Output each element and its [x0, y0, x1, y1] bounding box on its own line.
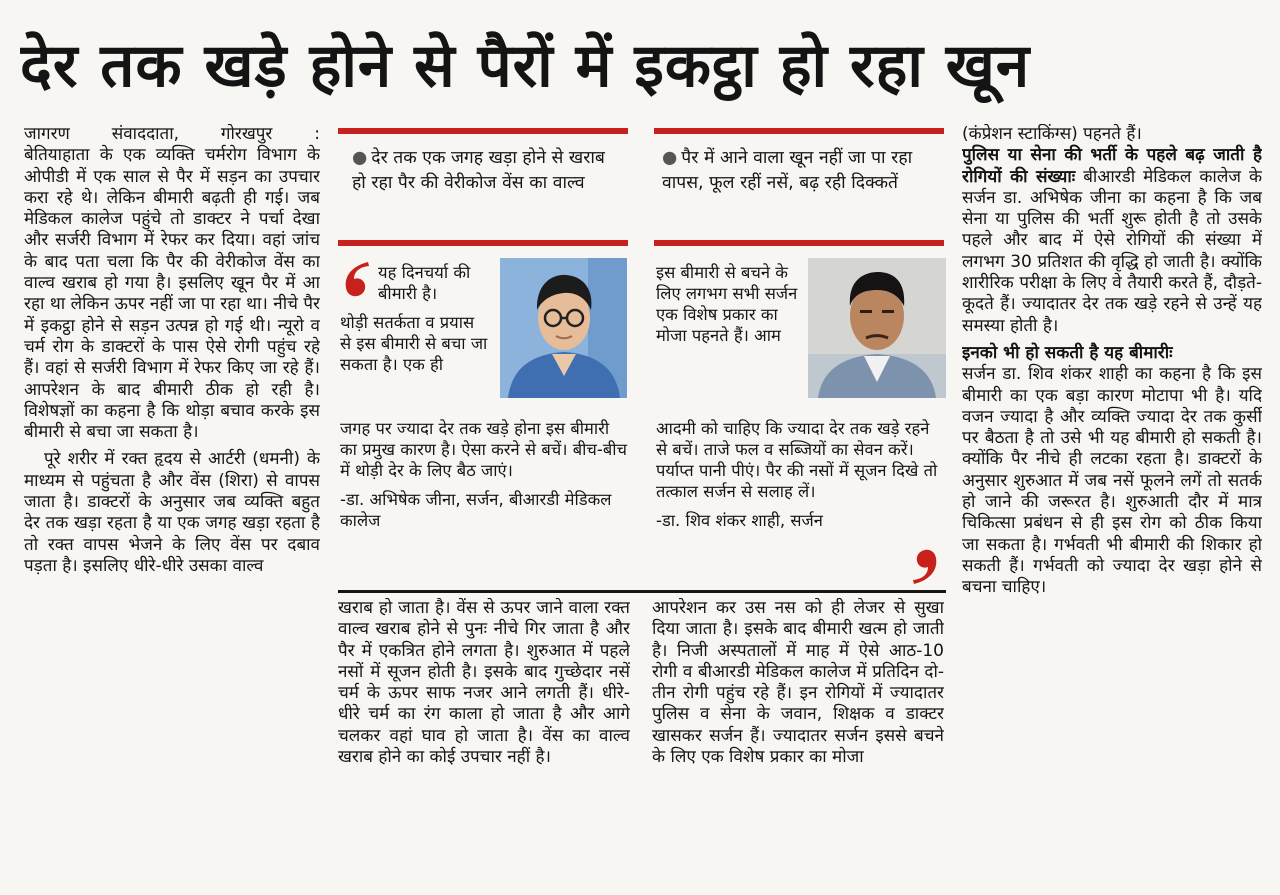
quote-right-side: इस बीमारी से बचने के लिए लगभग सभी सर्जन एक विशेष प्रकार का मोजा पहनते हैं। आम — [656, 263, 798, 345]
column-1-paragraph-2: पूरे शरीर में रक्त हृदय से आर्टरी (धमनी) के माध्यम से पहुंचता है और वेंस (शिरा) से वापस जाता है। डाक्टरों के अनुसार जब व्यक्ति बहुत देर तक खड़ा रहता है या एक जगह खड़ा रहता है तो रक्त वापस भेजने के लिए वेंस पर दबाव पड़ता है। इसलिए धीरे-धीरे उसका वाल्व — [24, 449, 320, 576]
headline: देर तक खड़े होने से पैरों में इकट्ठा हो रहा खून — [20, 31, 1031, 101]
quote-right-attribution: -डा. शिव शंकर शाही, सर्जन — [656, 511, 823, 530]
kicker-right: ● पैर में आने वाला खून नहीं जा पा रहा वापस, फूल रहीं नसें, बढ़ रही दिक्कतें — [662, 148, 913, 193]
photo-abhishek-jeena — [500, 258, 627, 398]
quote-left-body: जगह पर ज्यादा देर तक खड़े होना इस बीमारी का प्रमुख कारण है। ऐसा करने से बचें। बीच-बीच में थोड़ी देर के लिए बैठ जाएं। — [340, 419, 628, 480]
quote-left-full — [340, 418, 628, 578]
bullet-icon: ● — [662, 148, 678, 168]
column-4-paragraph-3: सर्जन डा. शिव शंकर शाही का कहना है कि इस बीमारी का एक बड़ा कारण मोटापा भी है। यदि वजन ज्यादा है और व्यक्ति ज्यादा देर तक कुर्सी पर बैठता है तो उसे भी यह बीमारी हो सकती है। क्योंकि पैर नीचे ही लटका रहता है। डाक्टरों के अनुसार शुरुआत में जब नसें फूलने लगें तो सतर्क हो जाने की जरूरत है। शुरुआती दौर में मात्र चिकित्सा प्रबंधन से ही इस रोग को ठीक किया जा सकता है। गर्भवती भी बीमारी की शिकार हो सकती हैं। गर्भवती को ज्यादा देर खड़ा होने से बचना चाहिए। — [962, 364, 1262, 598]
column-4-paragraph-2: बीआरडी मेडिकल कालेज के सर्जन डा. अभिषेक जीना का कहना है कि जब सेना या पुलिस की भर्ती शुरू होती है तो उसके पहले और बाद में ऐसे रोगियों की संख्या में लगभग 30 प्रतिशत की वृद्धि हो जाती है। क्योंकि शारीरिक परीक्षा के लिए वे तैयारी करते हैं, दौड़ते-कूदते हैं। ज्यादातर देर तक खड़े रहने से उन्हें यह समस्या होती है। — [962, 166, 1262, 336]
section-divider — [338, 590, 946, 593]
kicker-left-bottom-rule — [338, 240, 628, 246]
column-2-lower-paragraph: खराब हो जाता है। वेंस से ऊपर जाने वाला रक्त वाल्व खराब होने से पुनः नीचे गिर जाता है और पैर में एकत्रित होने लगता है। शुरुआत में पहले नसों में सूजन होती है। इसके बाद गुच्छेदार नसें चर्म के ऊपर साफ नजर आने लगती हैं। धीरे-धीरे चर्म का रंग काला हो जाता है और आगे चलकर वहां घाव हो जाता है। वेंस का वाल्व खराब होने का कोई उपचार नहीं है। — [338, 598, 630, 768]
column-2-lower — [338, 598, 630, 868]
close-quote-icon — [906, 548, 946, 588]
column-1-paragraph-1: बेतियाहाता के एक व्यक्ति चर्मरोग विभाग के ओपीडी में एक साल से पैर में सड़न का उपचार करा रहे थे। लेकिन बीमारी बढ़ती ही गई। जब मेडिकल कालेज पहुंचे तो डाक्टर ने पर्चा देखा और सर्जरी विभाग में रेफर कर दिया। वहां जांच के बाद पता चला कि पैर की वेरीकोज वेंस का वाल्व खराब हो गया है। इसलिए खून पैर में आ रहा था लेकिन ऊपर नहीं जा पा रहा था। नीचे पैर में इकट्ठा होने से सड़न उत्पन्न हो गई थी। न्यूरो व चर्म रोग के डाक्टरों के पास ऐसे रोगी पहुंच रहे हैं। वहां से सर्जरी विभाग में रेफर किए जा रहे हैं। आपरेशन के बाद बीमारी ठीक हो रही है। विशेषज्ञों का कहना है कि थोड़ा बचाव करके इस बीमारी से बचा जा सकता है। — [24, 145, 320, 443]
column-4-paragraph-1: (कंप्रेशन स्टाकिंग्स) पहनते हैं। — [962, 124, 1142, 144]
kicker-left: ● देर तक एक जगह खड़ा होने से खराब हो रहा पैर की वेरीकोज वेंस का वाल्व — [352, 148, 605, 193]
quote-left-attribution: -डा. अभिषेक जीना, सर्जन, बीआरडी मेडिकल कालेज — [340, 490, 612, 530]
quote-right-full — [656, 418, 944, 578]
kicker-right-top-rule — [654, 128, 944, 134]
column-4-subsection — [962, 145, 1262, 337]
photo-shiv-shankar-shahi — [808, 258, 946, 398]
column-3-lower — [652, 598, 944, 868]
bullet-icon: ● — [352, 148, 368, 168]
surgeon-portrait-icon — [500, 258, 627, 398]
open-quote-icon — [338, 258, 376, 298]
column-4-subhead-1: पुलिस या सेना की भर्ती के पहले बढ़ जाती है रोगियों की संख्याः — [962, 145, 1262, 187]
column-4 — [962, 124, 1262, 869]
quote-right-body: आदमी को चाहिए कि ज्यादा देर तक खड़े रहने से बचें। ताजे फल व सब्जियों का सेवन करें। पर्याप्त पानी पीएं। पैर की नसों में सूजन दिखे तो तत्काल सर्जन से सलाह लें। — [656, 419, 938, 501]
column-3-lower-paragraph: आपरेशन कर उस नस को ही लेजर से सुखा दिया जाता है। इसके बाद बीमारी खत्म हो जाती है। निजी अस्पतालों में माह में ऐसे आठ-10 रोगी व बीआरडी मेडिकल कालेज में प्रतिदिन दो-तीन रोगी पहुंच रहे हैं। इन रोगियों में ज्यादातर पुलिस व सेना के जवान, शिक्षक व डाक्टर खासकर सर्जन हैं। ज्यादातर सर्जन इससे बचने के लिए एक विशेष प्रकार का मोजा — [652, 598, 944, 768]
quote-left-top: यह दिनचर्या की बीमारी है। — [378, 263, 471, 303]
column-1 — [24, 124, 320, 869]
column-4-subhead-2: इनको भी हो सकती है यह बीमारीः — [962, 342, 1173, 363]
kicker-right-bottom-rule — [654, 240, 944, 246]
quote-left-side: थोड़ी सतर्कता व प्रयास से इस बीमारी से बचा जा सकता है। एक ही — [340, 313, 488, 374]
dateline: जागरण संवाददाता, गोरखपुर : — [24, 124, 320, 144]
surgeon-portrait-icon — [808, 258, 946, 398]
kicker-left-top-rule — [338, 128, 628, 134]
